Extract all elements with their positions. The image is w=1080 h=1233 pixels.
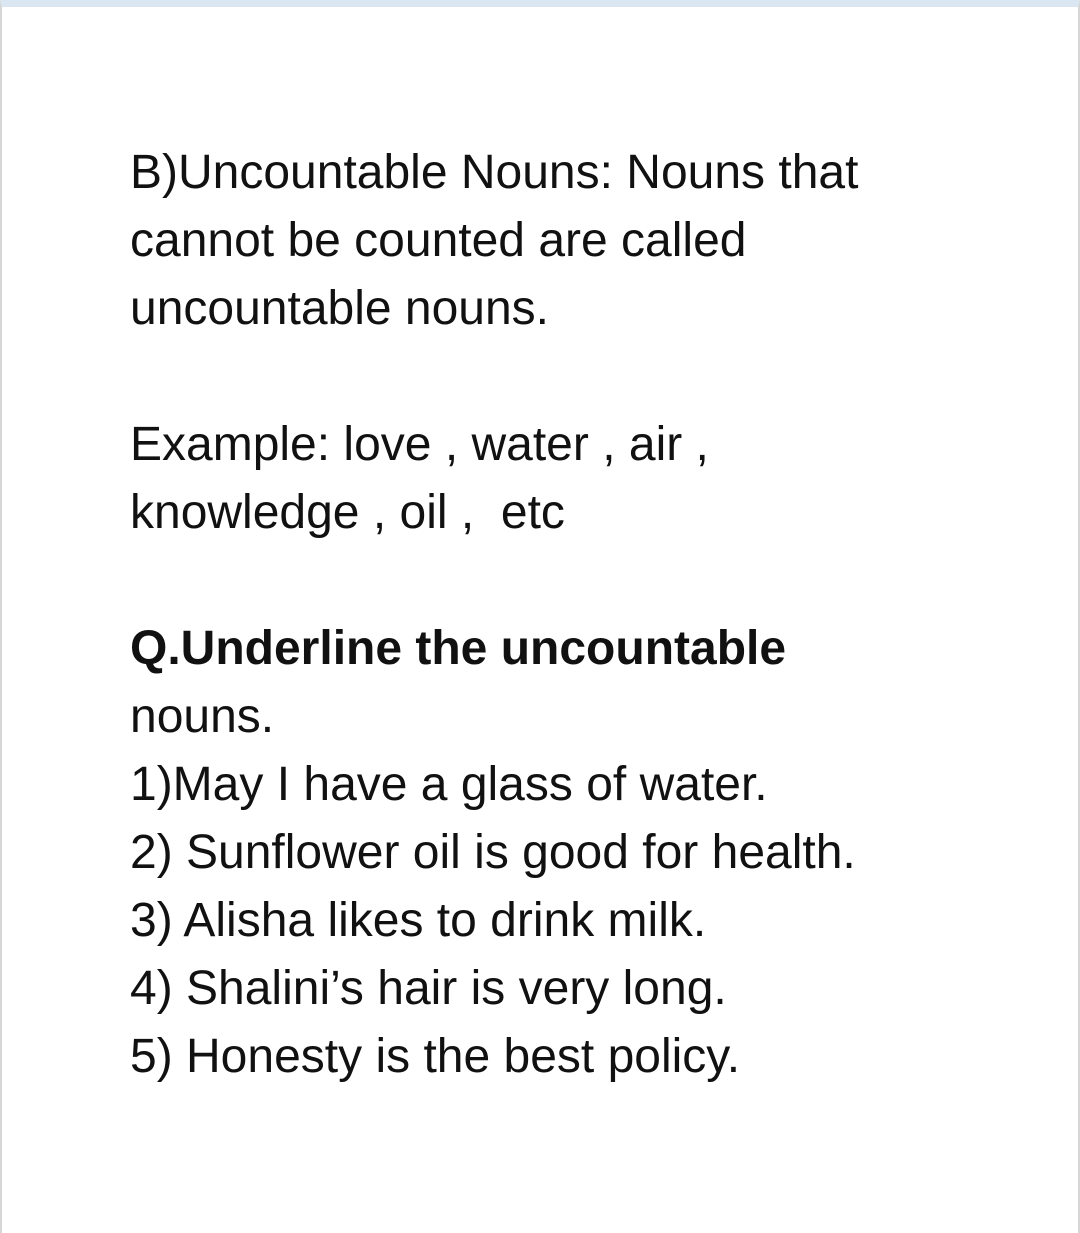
example-line-2: knowledge , oil , etc [130, 486, 565, 539]
question-item-4: 4) Shalini’s hair is very long. [130, 962, 727, 1015]
question-heading-continuation: nouns. [130, 690, 275, 743]
example-line-1: Example: love , water , air , [130, 418, 709, 471]
definition-line-2: cannot be counted are called [130, 214, 747, 267]
definition-line-3: uncountable nouns. [130, 282, 550, 335]
spacer [130, 547, 960, 615]
question-item-1: 1)May I have a glass of water. [130, 758, 768, 811]
document-content [130, 139, 960, 1091]
definition-line-1: B)Uncountable Nouns: Nouns that [130, 146, 859, 199]
question-heading: Q.Underline the uncountable [130, 622, 787, 675]
question-item-5: 5) Honesty is the best policy. [130, 1030, 741, 1083]
question-item-2: 2) Sunflower oil is good for health. [130, 826, 856, 879]
spacer [130, 343, 960, 411]
question-item-3: 3) Alisha likes to drink milk. [130, 894, 707, 947]
